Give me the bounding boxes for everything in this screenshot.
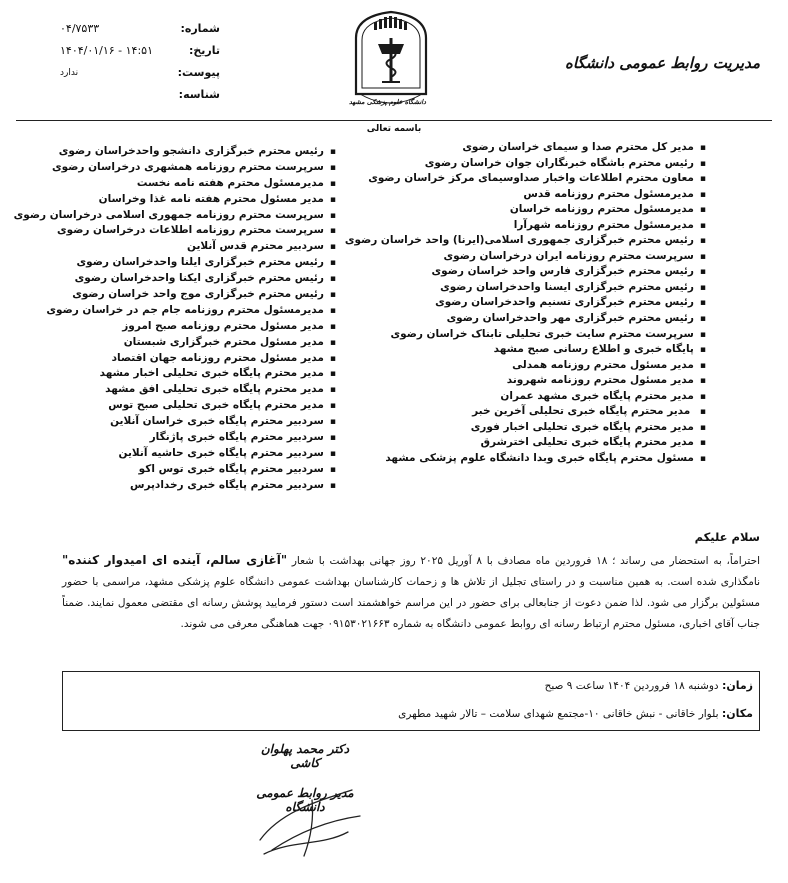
recipients-right-column [344, 140, 706, 466]
id-row [60, 84, 220, 106]
slogan: "آغازی سالم، آینده ای امیدوار کننده" [62, 553, 288, 567]
attachment-value: ندارد [60, 68, 79, 78]
right-recipient: ▪ مدیر محترم پایگاه خبری تحلیلی اخبار فوری [366, 420, 706, 436]
department-title: مدیریت روابط عمومی دانشگاه [564, 54, 760, 72]
signatory-title: مدیر روابط عمومی دانشگاه [256, 786, 354, 814]
right-recipient: ▪ مدیرمسئول محترم روزنامه خراسان [366, 202, 706, 218]
left-recipient: ▪ سردبیر محترم پایگاه خبری رخدادپرس [80, 478, 336, 494]
place-row [69, 700, 753, 728]
right-recipient: ▪ سرپرست محترم روزنامه ایران درخراسان رضوی [366, 249, 706, 265]
right-recipient: ▪ معاون محترم اطلاعات واخبار صداوسیمای مرکز خراسان رضوی [366, 171, 706, 187]
left-recipient: ▪ سردبیر محترم پایگاه خبری خراسان آنلاین [80, 414, 336, 430]
left-recipient: ▪ رئیس محترم خبرگزاری موج واحد خراسان رضوی [80, 287, 336, 303]
bismillah: باسمه تعالی [366, 124, 422, 134]
left-recipient: ▪ مدیر مسئول محترم هفته نامه غذا وخراسان [80, 192, 336, 208]
university-logo [348, 8, 430, 108]
left-recipient: ▪ سردبیر محترم پایگاه خبری توس اکو [80, 462, 336, 478]
left-recipient: ▪ سرپرست محترم روزنامه جمهوری اسلامی درخراسان رضوی [80, 208, 336, 224]
place-value: بلوار خاقانی - نبش خاقانی ۱۰-مجتمع شهدای سلامت – تالار شهید مطهری [398, 708, 722, 720]
date-row [60, 40, 220, 62]
left-recipient: ▪ سرپرست محترم روزنامه اطلاعات درخراسان رضوی [80, 223, 336, 239]
right-recipient: ▪ مدیر محترم پایگاه خبری تحلیلی اخترشرق [366, 435, 706, 451]
left-recipient: ▪ رئیس محترم خبرگزاری دانشجو واحدخراسان رضوی [80, 144, 336, 160]
left-recipient: ▪ مدیر مسئول محترم روزنامه جهان اقتصاد [80, 351, 336, 367]
left-recipient: ▪ مدیر مسئول محترم خبرگزاری شبستان [80, 335, 336, 351]
right-recipient: ▪ رئیس محترم خبرگزاری مهر واحدخراسان رضوی [366, 311, 706, 327]
time-value: دوشنبه ۱۸ فروردین ۱۴۰۴ ساعت ۹ صبح [544, 680, 722, 692]
left-recipient: ▪ رئیس محترم خبرگزاری ایلنا واحدخراسان رضوی [80, 255, 336, 271]
right-recipient: ▪ مدیر محترم پایگاه خبری تحلیلی آخرین خبر [366, 404, 706, 420]
letter-body [62, 550, 760, 635]
header-divider [16, 120, 772, 121]
right-recipient: ▪ مدیر کل محترم صدا و سیمای خراسان رضوی [366, 140, 706, 156]
right-recipient: ▪ مدیرمسئول محترم روزنامه شهرآرا [366, 218, 706, 234]
right-recipient: ▪ سرپرست محترم سایت خبری تحلیلی تابناک خراسان رضوی [366, 327, 706, 343]
body-text-b: نامگذاری شده است. به همین مناسبت و در راستای تجلیل از تلاش ها و زحمات کارشناسان بهداشت عمومی دانشگاه علوم پزشکی مشهد، مراسمی با حضور مسئولین برگزار می شود. لذا ضمن دعوت از جنابعالی برای حضور در این مراسم خواهشمند است دستور فرمایید پوشش رسانه ای مقتضی معمول نمایند. ضمناً جناب آقای اخباری، مسئول محترم ارتباط رسانه ای روابط عمومی دانشگاه به شماره ۰۹۱۵۳۰۲۱۶۶۳ جهت هماهنگی معرفی می شوند. [62, 576, 760, 630]
left-recipient: ▪ مدیرمسئول محترم روزنامه جام جم در خراسان رضوی [80, 303, 336, 319]
left-recipient: ▪ مدیر محترم پایگاه خبری تحلیلی صبح توس [80, 398, 336, 414]
right-recipient: ▪ پایگاه خبری و اطلاع رسانی صبح مشهد [366, 342, 706, 358]
event-info-box [62, 671, 760, 731]
left-recipient: ▪ سردبیر محترم پایگاه خبری حاشیه آنلاین [80, 446, 336, 462]
right-recipient: ▪ مدیر محترم پایگاه خبری مشهد عمران [366, 389, 706, 405]
right-recipient: ▪ مدیر مسئول محترم روزنامه شهروند [366, 373, 706, 389]
signatory-name: دکتر محمد پهلوان کاشی [260, 742, 350, 770]
left-recipient: ▪ مدیر محترم پایگاه خبری تحلیلی اخبار مشهد [80, 366, 336, 382]
right-recipient: ▪ رئیس محترم باشگاه خبرنگاران جوان خراسان رضوی [366, 156, 706, 172]
left-recipient: ▪ مدیر مسئول محترم روزنامه صبح امروز [80, 319, 336, 335]
attachment-label: پیوست: [177, 66, 220, 79]
place-label: مکان: [721, 707, 753, 720]
left-recipient: ▪ سرپرست محترم روزنامه همشهری درخراسان رضوی [80, 160, 336, 176]
number-label: شماره: [180, 22, 220, 35]
right-recipient: ▪ مدیر مسئول محترم روزنامه همدلی [366, 358, 706, 374]
right-recipient: ▪ مسئول محترم پایگاه خبری وبدا دانشگاه علوم پزشکی مشهد [366, 451, 706, 467]
handwritten-signature [252, 770, 367, 860]
letter-meta [60, 18, 220, 106]
date-label: تاریخ: [188, 44, 220, 57]
left-recipient: ▪ سردبیر محترم پایگاه خبری پاژنگار [80, 430, 336, 446]
time-row [69, 672, 753, 700]
id-label: شناسه: [178, 88, 220, 101]
right-recipient: ▪ رئیس محترم خبرگزاری فارس واحد خراسان رضوی [366, 264, 706, 280]
attachment-row [60, 62, 220, 84]
right-recipient: ▪ رئیس محترم خبرگزاری جمهوری اسلامی(ایرنا) واحد خراسان رضوی [366, 233, 706, 249]
logo-caption: دانشگاه علوم پزشکی مشهد [348, 98, 426, 106]
greeting: سلام علیکم [694, 530, 760, 544]
right-recipient: ▪ رئیس محترم خبرگزاری ایسنا واحدخراسان رضوی [366, 280, 706, 296]
left-recipient: ▪ مدیرمسئول محترم هفته نامه نخست [80, 176, 336, 192]
number-value: ۰۴/۷۵۳۳ [60, 22, 100, 35]
left-recipient: ▪ مدیر محترم پایگاه خبری تحلیلی افق مشهد [80, 382, 336, 398]
left-recipient: ▪ رئیس محترم خبرگزاری ایکنا واحدخراسان رضوی [80, 271, 336, 287]
left-recipient: ▪ سردبیر محترم قدس آنلاین [80, 239, 336, 255]
date-value: ۱۴۰۴/۰۱/۱۶ - ۱۴:۵۱ [60, 44, 153, 57]
number-row [60, 18, 220, 40]
body-text-a: احتراماً، به استحضار می رساند ؛ ۱۸ فروردین ماه مصادف با ۸ آوریل ۲۰۲۵ روز جهانی بهداشت با شعار [291, 555, 761, 567]
recipients-left-column [13, 144, 336, 494]
right-recipient: ▪ مدیرمسئول محترم روزنامه قدس [366, 187, 706, 203]
right-recipient: ▪ رئیس محترم خبرگزاری تسنیم واحدخراسان رضوی [366, 295, 706, 311]
time-label: زمان: [721, 679, 753, 692]
